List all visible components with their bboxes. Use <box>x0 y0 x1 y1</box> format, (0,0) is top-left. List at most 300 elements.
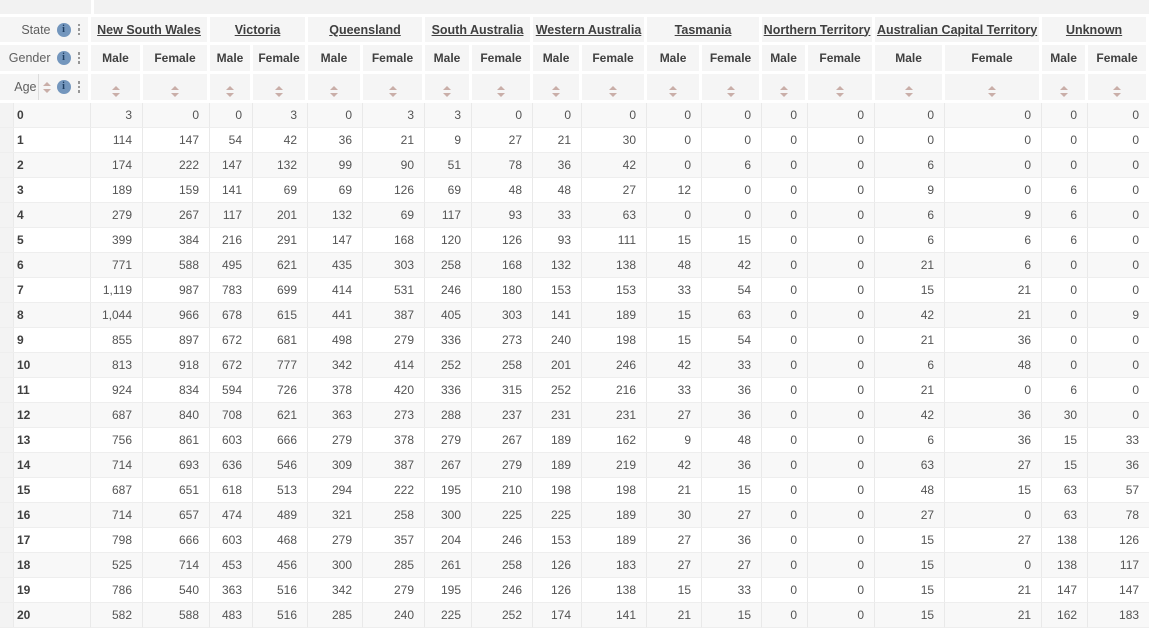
value-cell: 918 <box>143 353 210 378</box>
value-cell: 303 <box>472 303 533 328</box>
sort-down-arrow-icon <box>171 93 179 97</box>
value-cell: 210 <box>472 478 533 503</box>
value-cell: 0 <box>945 103 1042 128</box>
value-cell: 0 <box>762 378 808 403</box>
value-cell: 618 <box>210 478 253 503</box>
state-header-new-south-wales[interactable] <box>91 17 210 45</box>
column-sort-header[interactable] <box>91 74 143 103</box>
value-cell: 69 <box>253 178 308 203</box>
state-header-australian-capital-territory[interactable] <box>875 17 1042 45</box>
gender-header-south-australia-female[interactable]: Female <box>472 45 533 74</box>
value-cell: 246 <box>425 278 472 303</box>
info-icon[interactable]: i <box>57 23 71 37</box>
value-cell: 966 <box>143 303 210 328</box>
value-cell: 0 <box>808 603 875 628</box>
gender-header-australian-capital-territory-male[interactable]: Male <box>875 45 945 74</box>
value-cell: 414 <box>308 278 363 303</box>
table-row <box>0 578 1149 603</box>
value-cell: 0 <box>762 203 808 228</box>
sort-up-arrow-icon <box>1060 86 1068 90</box>
value-cell: 813 <box>91 353 143 378</box>
value-cell: 468 <box>253 528 308 553</box>
value-cell: 0 <box>210 103 253 128</box>
value-cell: 120 <box>425 228 472 253</box>
value-cell: 405 <box>425 303 472 328</box>
value-cell: 198 <box>582 478 647 503</box>
age-label[interactable]: 10 <box>0 353 91 378</box>
value-cell: 384 <box>143 228 210 253</box>
gender-header-unknown-female[interactable]: Female <box>1088 45 1149 74</box>
sort-arrows-icon <box>389 86 397 97</box>
value-cell: 0 <box>1088 378 1149 403</box>
value-cell: 0 <box>762 553 808 578</box>
state-header-victoria[interactable] <box>210 17 308 45</box>
state-header-western-australia[interactable] <box>533 17 647 45</box>
sort-down-arrow-icon <box>112 93 120 97</box>
value-cell: 513 <box>253 478 308 503</box>
value-cell: 0 <box>762 103 808 128</box>
value-cell: 672 <box>210 328 253 353</box>
value-cell: 180 <box>472 278 533 303</box>
value-cell: 0 <box>808 403 875 428</box>
column-sort-header[interactable] <box>533 74 582 103</box>
value-cell: 126 <box>472 228 533 253</box>
value-cell: 246 <box>582 353 647 378</box>
value-cell: 114 <box>91 128 143 153</box>
value-cell: 294 <box>308 478 363 503</box>
value-cell: 78 <box>1088 503 1149 528</box>
state-header-link[interactable]: South Australia <box>431 22 524 37</box>
value-cell: 0 <box>945 178 1042 203</box>
gender-header-northern-territory-female[interactable]: Female <box>808 45 875 74</box>
age-label[interactable]: 7 <box>0 278 91 303</box>
value-cell: 9 <box>647 428 702 453</box>
age-label[interactable]: 0 <box>0 103 91 128</box>
sort-down-arrow-icon <box>43 89 51 93</box>
table-row <box>0 428 1149 453</box>
value-cell: 387 <box>363 303 425 328</box>
value-cell: 222 <box>363 478 425 503</box>
value-cell: 3 <box>91 103 143 128</box>
gender-header-tasmania-female[interactable]: Female <box>702 45 762 74</box>
value-cell: 0 <box>945 128 1042 153</box>
column-sort-header[interactable] <box>425 74 472 103</box>
column-sort-header[interactable] <box>875 74 945 103</box>
value-cell: 0 <box>582 103 647 128</box>
age-label[interactable]: 1 <box>0 128 91 153</box>
gender-header-northern-territory-male[interactable]: Male <box>762 45 808 74</box>
sort-down-arrow-icon <box>552 93 560 97</box>
state-dimension-label: State <box>21 22 51 37</box>
age-label[interactable]: 4 <box>0 203 91 228</box>
sort-up-arrow-icon <box>330 86 338 90</box>
value-cell: 30 <box>582 128 647 153</box>
value-cell: 198 <box>582 328 647 353</box>
age-label[interactable]: 16 <box>0 503 91 528</box>
value-cell: 273 <box>472 328 533 353</box>
gender-header-new-south-wales-female[interactable]: Female <box>143 45 210 74</box>
value-cell: 726 <box>253 378 308 403</box>
table-row <box>0 103 1149 128</box>
value-cell: 681 <box>253 328 308 353</box>
age-label[interactable]: 18 <box>0 553 91 578</box>
value-cell: 231 <box>582 403 647 428</box>
state-header-link[interactable]: Australian Capital Territory <box>876 22 1038 37</box>
value-cell: 21 <box>945 278 1042 303</box>
value-cell: 0 <box>1042 253 1088 278</box>
value-cell: 48 <box>702 428 762 453</box>
value-cell: 216 <box>582 378 647 403</box>
value-cell: 0 <box>808 153 875 178</box>
value-cell: 42 <box>582 153 647 178</box>
value-cell: 36 <box>702 403 762 428</box>
value-cell: 0 <box>1088 103 1149 128</box>
value-cell: 279 <box>91 203 143 228</box>
sort-down-arrow-icon <box>988 93 996 97</box>
value-cell: 6 <box>875 153 945 178</box>
sort-down-arrow-icon <box>669 93 677 97</box>
column-sort-header[interactable] <box>253 74 308 103</box>
age-label[interactable]: 20 <box>0 603 91 628</box>
age-dimension-header[interactable] <box>0 74 91 103</box>
value-cell: 9 <box>425 128 472 153</box>
value-cell: 201 <box>253 203 308 228</box>
value-cell: 9 <box>875 178 945 203</box>
value-cell: 0 <box>762 478 808 503</box>
value-cell: 27 <box>647 528 702 553</box>
value-cell: 516 <box>253 578 308 603</box>
value-cell: 141 <box>210 178 253 203</box>
sort-up-arrow-icon <box>780 86 788 90</box>
sort-up-arrow-icon <box>609 86 617 90</box>
kebab-menu-icon[interactable] <box>77 80 82 94</box>
kebab-menu-icon[interactable] <box>77 23 82 37</box>
age-label[interactable]: 9 <box>0 328 91 353</box>
value-cell: 15 <box>875 578 945 603</box>
value-cell: 0 <box>875 103 945 128</box>
column-sort-header[interactable] <box>143 74 210 103</box>
value-cell: 132 <box>308 203 363 228</box>
value-cell: 840 <box>143 403 210 428</box>
gender-header-western-australia-female[interactable]: Female <box>582 45 647 74</box>
value-cell: 588 <box>143 603 210 628</box>
gender-header-victoria-male[interactable]: Male <box>210 45 253 74</box>
value-cell: 33 <box>1088 428 1149 453</box>
column-sort-header[interactable] <box>808 74 875 103</box>
gender-header-unknown-male[interactable]: Male <box>1042 45 1088 74</box>
gender-dimension-header[interactable] <box>0 45 91 74</box>
value-cell: 27 <box>647 553 702 578</box>
value-cell: 6 <box>875 353 945 378</box>
value-cell: 0 <box>1042 353 1088 378</box>
sort-arrows-icon <box>552 86 560 97</box>
value-cell: 15 <box>875 528 945 553</box>
value-cell: 0 <box>1042 153 1088 178</box>
value-cell: 0 <box>762 328 808 353</box>
top-strip-right-segment <box>94 0 1149 14</box>
value-cell: 27 <box>582 178 647 203</box>
value-cell: 0 <box>808 428 875 453</box>
table-row <box>0 328 1149 353</box>
value-cell: 93 <box>533 228 582 253</box>
value-cell: 54 <box>210 128 253 153</box>
gender-header-victoria-female[interactable]: Female <box>253 45 308 74</box>
age-label[interactable]: 5 <box>0 228 91 253</box>
value-cell: 0 <box>762 253 808 278</box>
value-cell: 240 <box>533 328 582 353</box>
value-cell: 279 <box>308 528 363 553</box>
value-cell: 246 <box>472 578 533 603</box>
value-cell: 126 <box>533 553 582 578</box>
value-cell: 27 <box>647 403 702 428</box>
sort-arrows-icon <box>609 86 617 97</box>
value-cell: 21 <box>533 128 582 153</box>
value-cell: 6 <box>1042 228 1088 253</box>
value-cell: 42 <box>875 303 945 328</box>
value-cell: 1,119 <box>91 278 143 303</box>
column-sort-header[interactable] <box>762 74 808 103</box>
info-icon[interactable]: i <box>57 80 71 94</box>
sort-arrows-icon[interactable] <box>43 82 51 93</box>
value-cell: 30 <box>647 503 702 528</box>
value-cell: 588 <box>143 253 210 278</box>
age-label[interactable]: 3 <box>0 178 91 203</box>
value-cell: 0 <box>702 103 762 128</box>
value-cell: 0 <box>808 253 875 278</box>
value-cell: 117 <box>425 203 472 228</box>
value-cell: 126 <box>1088 528 1149 553</box>
state-header-link[interactable]: New South Wales <box>97 22 201 37</box>
value-cell: 0 <box>945 503 1042 528</box>
value-cell: 48 <box>647 253 702 278</box>
value-cell: 756 <box>91 428 143 453</box>
table-row <box>0 178 1149 203</box>
gender-header-queensland-male[interactable]: Male <box>308 45 363 74</box>
value-cell: 240 <box>363 603 425 628</box>
kebab-menu-icon[interactable] <box>77 51 82 65</box>
value-cell: 6 <box>875 228 945 253</box>
value-cell: 378 <box>363 428 425 453</box>
value-cell: 36 <box>1088 453 1149 478</box>
value-cell: 12 <box>647 178 702 203</box>
value-cell: 9 <box>945 203 1042 228</box>
sort-arrows-icon <box>497 86 505 97</box>
value-cell: 48 <box>945 353 1042 378</box>
value-cell: 162 <box>1042 603 1088 628</box>
gender-header-australian-capital-territory-female[interactable]: Female <box>945 45 1042 74</box>
value-cell: 414 <box>363 353 425 378</box>
value-cell: 615 <box>253 303 308 328</box>
value-cell: 0 <box>808 203 875 228</box>
age-label[interactable]: 12 <box>0 403 91 428</box>
value-cell: 285 <box>363 553 425 578</box>
age-label[interactable]: 14 <box>0 453 91 478</box>
value-cell: 267 <box>472 428 533 453</box>
value-cell: 111 <box>582 228 647 253</box>
info-icon[interactable]: i <box>57 51 71 65</box>
column-sort-header[interactable] <box>210 74 253 103</box>
state-header-northern-territory[interactable] <box>762 17 875 45</box>
column-sort-header[interactable] <box>308 74 363 103</box>
value-cell: 687 <box>91 478 143 503</box>
value-cell: 0 <box>1088 253 1149 278</box>
value-cell: 15 <box>945 478 1042 503</box>
value-cell: 474 <box>210 503 253 528</box>
value-cell: 258 <box>472 553 533 578</box>
value-cell: 0 <box>808 478 875 503</box>
value-cell: 0 <box>1088 153 1149 178</box>
age-label[interactable]: 6 <box>0 253 91 278</box>
value-cell: 237 <box>472 403 533 428</box>
value-cell: 33 <box>533 203 582 228</box>
value-cell: 0 <box>808 353 875 378</box>
value-cell: 48 <box>533 178 582 203</box>
value-cell: 36 <box>702 453 762 478</box>
value-cell: 0 <box>808 578 875 603</box>
kebab-dot <box>78 81 81 84</box>
age-label[interactable]: 13 <box>0 428 91 453</box>
age-label[interactable]: 15 <box>0 478 91 503</box>
column-sort-header[interactable] <box>1042 74 1088 103</box>
value-cell: 132 <box>533 253 582 278</box>
value-cell: 147 <box>1042 578 1088 603</box>
table-row <box>0 128 1149 153</box>
value-cell: 63 <box>1042 478 1088 503</box>
value-cell: 117 <box>210 203 253 228</box>
gender-header-tasmania-male[interactable]: Male <box>647 45 702 74</box>
table-row <box>0 278 1149 303</box>
value-cell: 0 <box>1042 328 1088 353</box>
table-row <box>0 253 1149 278</box>
value-cell: 0 <box>1088 328 1149 353</box>
value-cell: 189 <box>582 503 647 528</box>
value-cell: 0 <box>762 278 808 303</box>
sort-down-arrow-icon <box>330 93 338 97</box>
value-cell: 189 <box>582 528 647 553</box>
value-cell: 0 <box>647 128 702 153</box>
state-header-link[interactable]: Tasmania <box>674 22 732 37</box>
age-label[interactable]: 19 <box>0 578 91 603</box>
value-cell: 21 <box>945 303 1042 328</box>
value-cell: 0 <box>647 153 702 178</box>
value-cell: 54 <box>702 328 762 353</box>
value-cell: 315 <box>472 378 533 403</box>
state-header-tasmania[interactable] <box>647 17 762 45</box>
value-cell: 678 <box>210 303 253 328</box>
column-sort-header[interactable] <box>945 74 1042 103</box>
column-sort-header[interactable] <box>363 74 425 103</box>
value-cell: 1,044 <box>91 303 143 328</box>
value-cell: 699 <box>253 278 308 303</box>
gender-header-queensland-female[interactable]: Female <box>363 45 425 74</box>
column-sort-header[interactable] <box>582 74 647 103</box>
value-cell: 834 <box>143 378 210 403</box>
column-sort-header[interactable] <box>472 74 533 103</box>
value-cell: 771 <box>91 253 143 278</box>
value-cell: 258 <box>425 253 472 278</box>
value-cell: 621 <box>253 253 308 278</box>
state-header-link[interactable]: Victoria <box>234 22 281 37</box>
sort-up-arrow-icon <box>497 86 505 90</box>
state-header-link[interactable]: Western Australia <box>535 22 642 37</box>
value-cell: 897 <box>143 328 210 353</box>
value-cell: 0 <box>808 303 875 328</box>
value-cell: 21 <box>945 578 1042 603</box>
value-cell: 21 <box>875 378 945 403</box>
value-cell: 258 <box>363 503 425 528</box>
state-header-south-australia[interactable] <box>425 17 533 45</box>
value-cell: 6 <box>875 203 945 228</box>
table-row <box>0 303 1149 328</box>
value-cell: 21 <box>945 603 1042 628</box>
value-cell: 27 <box>472 128 533 153</box>
gender-header-western-australia-male[interactable]: Male <box>533 45 582 74</box>
value-cell: 0 <box>1042 278 1088 303</box>
value-cell: 0 <box>647 103 702 128</box>
value-cell: 15 <box>875 278 945 303</box>
sort-arrows-icon <box>780 86 788 97</box>
value-cell: 0 <box>762 153 808 178</box>
value-cell: 15 <box>647 228 702 253</box>
value-cell: 0 <box>762 128 808 153</box>
value-cell: 21 <box>647 478 702 503</box>
gender-header-south-australia-male[interactable]: Male <box>425 45 472 74</box>
value-cell: 33 <box>702 353 762 378</box>
sort-arrows-icon <box>727 86 735 97</box>
value-cell: 279 <box>363 578 425 603</box>
state-header-link[interactable]: Queensland <box>329 22 401 37</box>
sort-down-arrow-icon <box>727 93 735 97</box>
value-cell: 219 <box>582 453 647 478</box>
kebab-dot <box>78 61 81 64</box>
value-cell: 651 <box>143 478 210 503</box>
value-cell: 0 <box>945 153 1042 178</box>
age-label[interactable]: 17 <box>0 528 91 553</box>
value-cell: 0 <box>875 128 945 153</box>
value-cell: 666 <box>143 528 210 553</box>
value-cell: 267 <box>143 203 210 228</box>
value-cell: 126 <box>533 578 582 603</box>
value-cell: 15 <box>702 603 762 628</box>
value-cell: 159 <box>143 178 210 203</box>
state-header-link[interactable]: Northern Territory <box>763 22 871 37</box>
column-sort-header[interactable] <box>702 74 762 103</box>
value-cell: 0 <box>1088 228 1149 253</box>
value-cell: 0 <box>762 453 808 478</box>
state-header-unknown[interactable] <box>1042 17 1149 45</box>
age-label[interactable]: 11 <box>0 378 91 403</box>
value-cell: 279 <box>363 328 425 353</box>
value-cell: 0 <box>808 453 875 478</box>
gender-header-new-south-wales-male[interactable]: Male <box>91 45 143 74</box>
value-cell: 0 <box>1088 178 1149 203</box>
age-label[interactable]: 8 <box>0 303 91 328</box>
state-header-link[interactable]: Unknown <box>1065 22 1123 37</box>
value-cell: 441 <box>308 303 363 328</box>
column-sort-header[interactable] <box>647 74 702 103</box>
value-cell: 987 <box>143 278 210 303</box>
state-header-queensland[interactable] <box>308 17 425 45</box>
age-label[interactable]: 2 <box>0 153 91 178</box>
value-cell: 36 <box>945 403 1042 428</box>
value-cell: 222 <box>143 153 210 178</box>
column-sort-header[interactable] <box>1088 74 1149 103</box>
value-cell: 132 <box>253 153 308 178</box>
value-cell: 363 <box>210 578 253 603</box>
sort-arrows-icon <box>836 86 844 97</box>
state-dimension-header[interactable] <box>0 17 91 45</box>
value-cell: 786 <box>91 578 143 603</box>
